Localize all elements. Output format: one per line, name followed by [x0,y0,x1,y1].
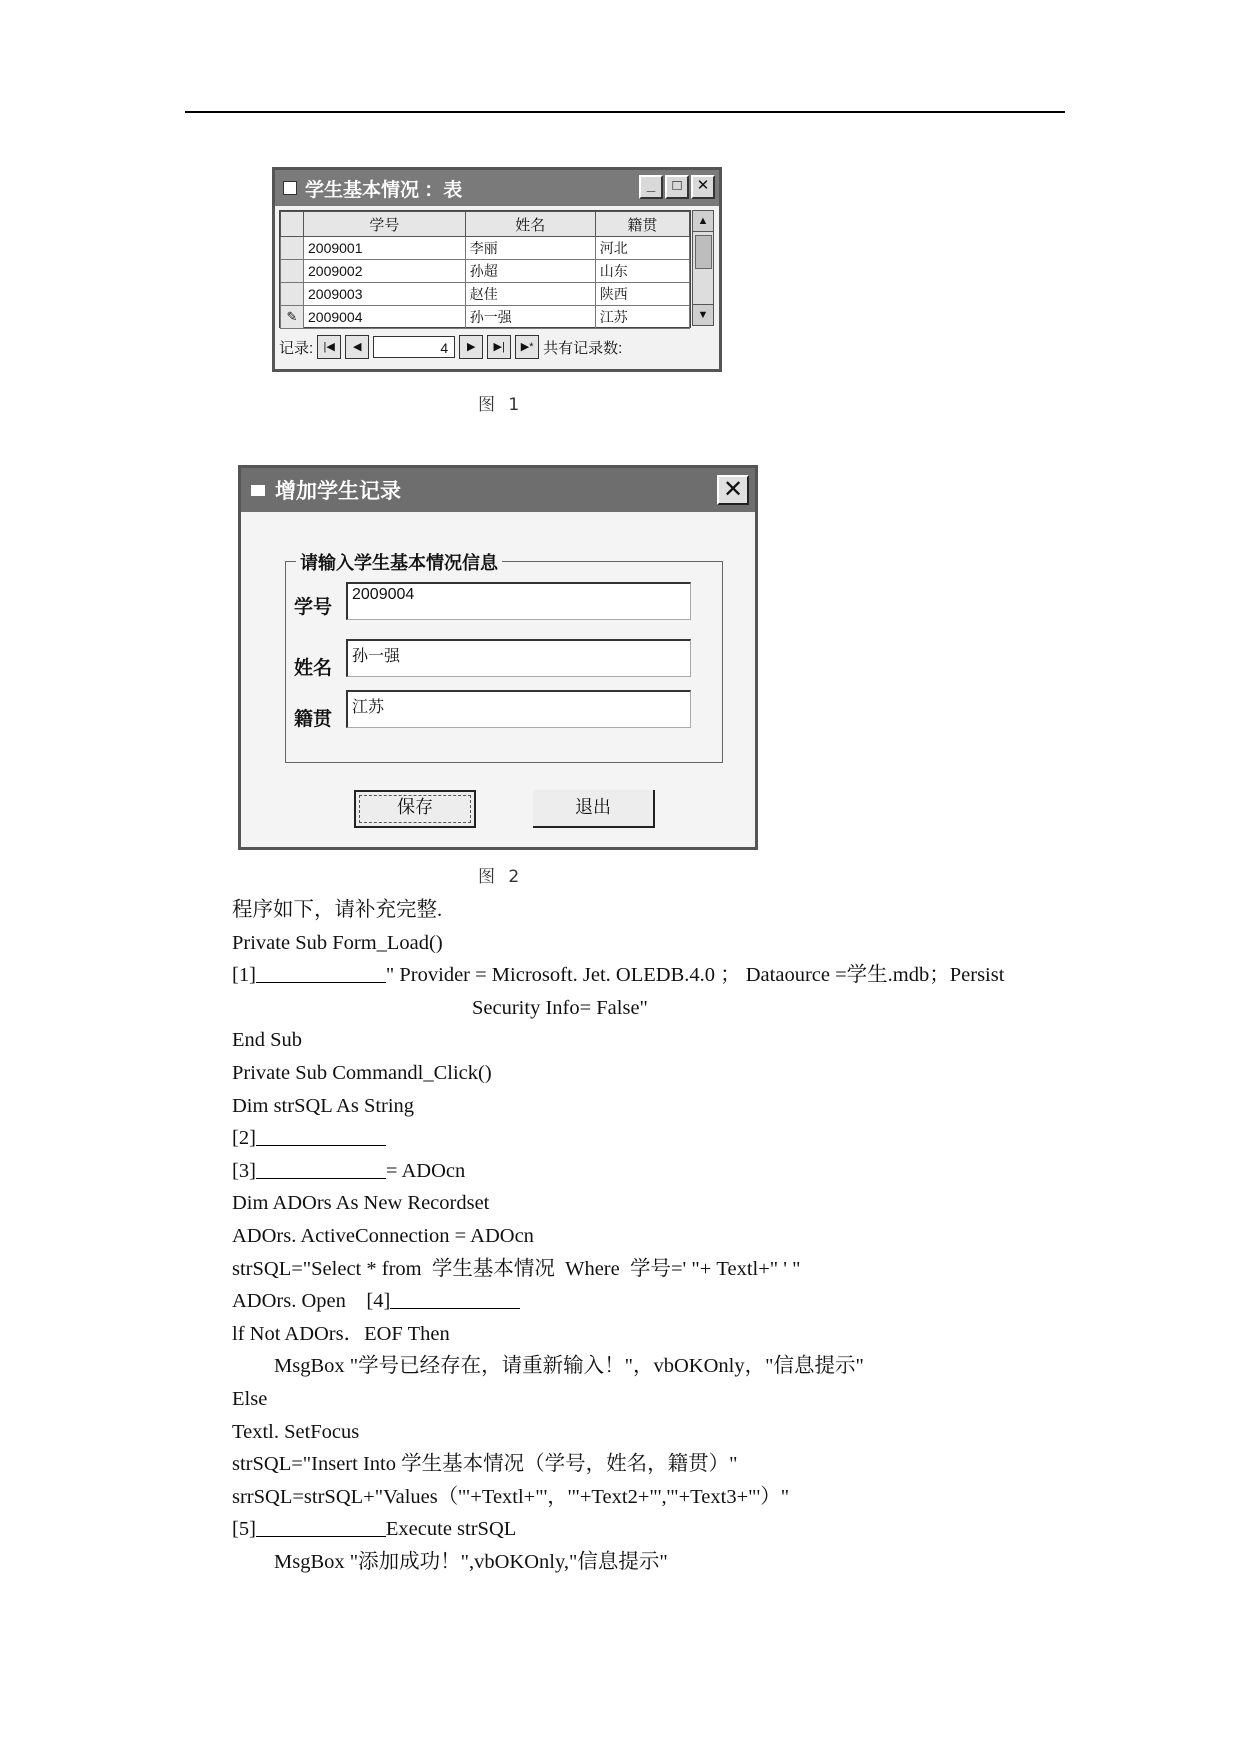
record-count-label: 共有记录数: [543,339,623,357]
table-icon [283,181,297,195]
cell-origin[interactable]: 山东 [595,260,689,283]
figure-1-caption: 图 1 [478,395,524,415]
cell-id[interactable]: 2009001 [304,237,466,260]
name-label: 姓名 [294,658,333,679]
first-record-icon[interactable]: |◀ [317,335,341,359]
cell-id[interactable]: 2009004 [304,306,466,329]
next-record-icon[interactable]: ▶ [459,335,483,359]
close-button[interactable]: ✕ [691,175,715,199]
code-line: lf Not ADOrs．EOF Then [232,1322,450,1345]
code-line: Else [232,1387,268,1410]
blank-3-tag: [3] [232,1159,256,1182]
blank-4-tag: [4] [366,1290,391,1313]
code-line-text: Execute strSQL [385,1518,517,1541]
code-line: ADOrs. ActiveConnection = ADOcn [232,1224,534,1247]
code-line: MsgBox "学号已经存在，请重新输入！"，vbOKOnly，"信息提示" [274,1355,864,1378]
code-intro: 程序如下，请补充完整. [232,899,443,921]
exit-button[interactable]: 退出 [533,790,655,828]
close-button[interactable]: ✕ [717,475,749,505]
dialog-titlebar[interactable] [241,468,755,512]
name-input[interactable]: 孙一强 [346,639,691,677]
program-code [232,894,1072,1578]
selector-header[interactable] [281,212,304,237]
code-line: MsgBox "添加成功！",vbOKOnly,"信息提示" [274,1550,668,1573]
cell-origin[interactable]: 河北 [595,237,689,260]
record-label: 记录: [279,339,314,357]
prev-record-icon[interactable]: ◀ [345,335,369,359]
code-line: End Sub [232,1029,303,1052]
blank-5-tag: [5] [232,1518,256,1541]
column-header[interactable]: 学号 [304,212,466,237]
cell-name[interactable]: 孙超 [465,260,595,283]
code-line [232,1513,1072,1546]
answer-blank-1 [256,960,386,983]
code-line [232,1122,1072,1155]
save-button[interactable]: 保存 [354,790,476,828]
cell-id[interactable]: 2009003 [304,283,466,306]
origin-input[interactable]: 江苏 [346,690,691,728]
row-selector[interactable] [281,260,304,283]
figure-2-caption: 图 2 [478,867,524,887]
new-record-icon[interactable]: ▶* [515,335,539,359]
form-icon [251,485,265,496]
id-input[interactable]: 2009004 [346,582,691,620]
cell-name[interactable]: 李丽 [465,237,595,260]
cell-origin[interactable]: 江苏 [595,306,689,329]
answer-blank-3 [256,1156,386,1179]
code-line-text: = ADOcn [385,1159,466,1182]
code-line: Security Info= False" [472,996,648,1019]
cell-name[interactable]: 孙一强 [465,306,595,329]
student-info-frame [285,553,723,763]
dialog-title: 增加学生记录 [275,480,401,503]
answer-blank-2 [256,1123,386,1146]
table-row[interactable] [281,260,690,283]
maximize-button[interactable]: □ [665,175,689,199]
record-navigator [279,330,715,364]
code-line: Dim strSQL As String [232,1094,415,1117]
origin-label: 籍贯 [294,709,333,730]
cell-name[interactable]: 赵佳 [465,283,595,306]
code-line: strSQL="Select * from 学生基本情况 Where 学号=' "+ Textl+" ' " [232,1257,801,1280]
code-line: Textl. SetFocus [232,1420,360,1443]
code-line: Dim ADOrs As New Recordset [232,1192,490,1215]
code-line-text: ADOrs. Open [232,1290,367,1313]
table-window-title: 学生基本情况 ：表 [305,179,463,201]
code-line [232,1285,1072,1318]
scroll-down-icon[interactable]: ▼ [693,304,713,325]
cell-id[interactable]: 2009002 [304,260,466,283]
answer-blank-4 [390,1286,520,1309]
blank-1-tag: [1] [232,964,256,987]
code-line [232,1155,1072,1188]
pencil-icon[interactable]: ✎ [281,306,304,329]
code-line: strSQL="Insert Into 学生基本情况（学号，姓名，籍贯）" [232,1453,738,1476]
column-header[interactable]: 籍贯 [595,212,689,237]
column-header[interactable]: 姓名 [465,212,595,237]
scroll-thumb[interactable] [695,235,712,269]
table-row[interactable] [281,306,690,329]
answer-blank-5 [256,1514,386,1537]
code-line: Private Sub Commandl_Click() [232,1061,492,1084]
cell-origin[interactable]: 陕西 [595,283,689,306]
id-label: 学号 [294,597,333,618]
frame-title: 请输入学生基本情况信息 [296,549,502,575]
code-line [232,959,1072,992]
row-selector[interactable] [281,237,304,260]
record-number-field[interactable]: 4 [373,336,455,358]
table-window [272,167,722,372]
last-record-icon[interactable]: ▶| [487,335,511,359]
code-line: Private Sub Form_Load() [232,931,443,954]
header-row [281,212,690,237]
row-selector[interactable] [281,283,304,306]
datasheet-grid [279,210,691,328]
top-rule [185,111,1065,113]
scroll-up-icon[interactable]: ▲ [693,211,713,232]
vertical-scrollbar[interactable] [692,210,714,326]
add-record-dialog [238,465,758,850]
code-line-text: " Provider = Microsoft. Jet. OLEDB.4.0 ； Dataource =学生.mdb；Persist [385,964,1005,987]
table-row[interactable] [281,237,690,260]
table-row[interactable] [281,283,690,306]
minimize-button[interactable]: _ [639,175,663,199]
code-line: srrSQL=strSQL+"Values（'"+Textl+"'，'"+Text2+"','"+Text3+"'）" [232,1485,790,1508]
blank-2-tag: [2] [232,1127,256,1150]
table-window-titlebar[interactable] [275,170,719,206]
